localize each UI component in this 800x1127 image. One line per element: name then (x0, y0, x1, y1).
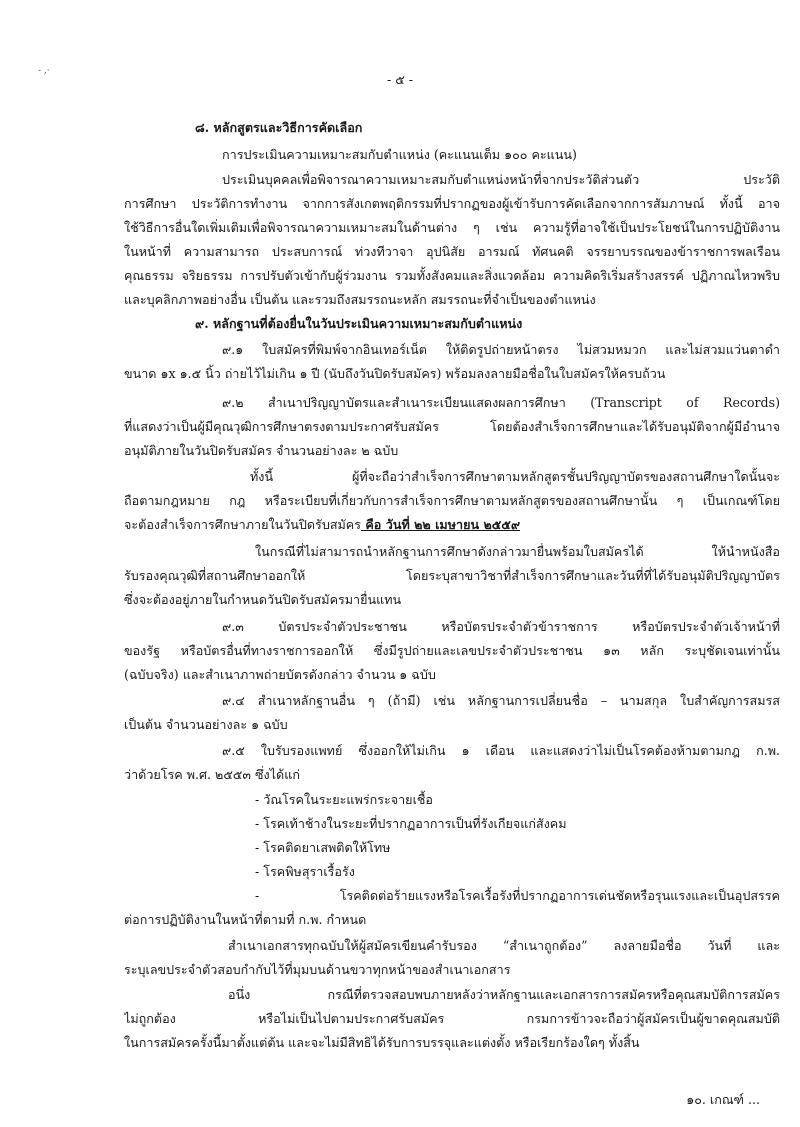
text-line: ๘. หลักสูตรและวิธีการคัดเลือก (195, 120, 363, 135)
text-line: ๙.๓ บัตรประจำตัวประชาชน หรือบัตรประจำตัวข้าราชการ หรือบัตรประจำตัวเจ้าหน้าที่ (222, 619, 780, 634)
text-line: ซึ่งจะต้องอยู่ภายในกำหนดวันปิดรับสมัครมายื่นแทน (124, 592, 402, 607)
margin-marks: - ,· (38, 66, 50, 76)
text-line: - โรคเท้าช้างในระยะที่ปรากฏอาการเป็นที่รังเกียจแก่สังคม (255, 816, 567, 831)
text-line: การศึกษา ประวัติการทำงาน จากการสังเกตพฤติกรรมที่ปรากฏของผู้เข้ารับการคัดเลือกจากการสัมภาษณ์ ทั้งนี้ อาจ (124, 196, 780, 211)
text-line: (ฉบับจริง) และสำเนาภาพถ่ายบัตรดังกล่าว จำนวน ๑ ฉบับ (124, 667, 436, 682)
text-line: ว่าด้วยโรค พ.ศ. ๒๕๕๓ ซึ่งได้แก่ (124, 767, 300, 782)
page-number: - ๕ - (386, 72, 414, 87)
text-line: การประเมินความเหมาะสมกับตำแหน่ง (คะแนนเต็ม ๑๐๐ คะแนน) (222, 147, 577, 162)
text-line: เป็นต้น จำนวนอย่างละ ๑ ฉบับ (124, 717, 288, 732)
text-line: - โรคพิษสุราเรื้อรัง (255, 864, 355, 879)
text-line: ถือตามกฎหมาย กฎ หรือระเบียบที่เกี่ยวกับการสำเร็จการศึกษาตามหลักสูตรของสถานศึกษานั้น ๆ เป็นเกณฑ์โดย (124, 493, 780, 508)
text-line: สำเนาเอกสารทุกฉบับให้ผู้สมัครเขียนคำรับรอง “สำเนาถูกต้อง” ลงลายมือชื่อ วันที่ และ (228, 938, 780, 953)
text-line: จะต้องสำเร็จการศึกษาภายในวันปิดรับสมัคร คือ วันที่ ๒๒ เมษายน ๒๕๕๙ (124, 517, 521, 532)
text-line: ๙.๒ สำเนาปริญญาบัตรและสำเนาระเบียนแสดงผลการศึกษา (Transcript of Records) (222, 395, 780, 410)
text-line: - โรคติดต่อร้ายแรงหรือโรคเรื้อรังที่ปรากฏอาการเด่นชัดหรือรุนแรงและเป็นอุปสรรค (255, 888, 780, 903)
text-line: ๙. หลักฐานที่ต้องยื่นในวันประเมินความเหมาะสมกับตำแหน่ง (195, 316, 523, 331)
text-line: ระบุเลขประจำตัวสอบกำกับไว้ที่มุมบนด้านขวาทุกหน้าของสำเนาเอกสาร (124, 962, 511, 977)
text-line: - โรคติดยาเสพติดให้โทษ (255, 840, 391, 855)
text-line: ขนาด ๑x ๑.๕ นิ้ว ถ่ายไว้ไม่เกิน ๑ ปี (นับถึงวันปิดรับสมัคร) พร้อมลงลายมือชื่อในใบสมัครให้ครบถ้วน (124, 366, 666, 381)
text-line: ใช้วิธีการอื่นใดเพิ่มเติมเพื่อพิจารณาความเหมาะสมในด้านต่าง ๆ เช่น ความรู้ที่อาจใช้เป็นประโยชน์ในการปฏิบัติงาน (124, 220, 780, 235)
text-line: และบุคลิกภาพอย่างอื่น เป็นต้น และรวมถึงสมรรถนะหลัก สมรรถนะที่จำเป็นของตำแหน่ง (124, 292, 596, 307)
deadline-date: คือ วันที่ ๒๒ เมษายน ๒๕๕๙ (361, 517, 521, 532)
text-line: ต่อการปฏิบัติงานในหน้าที่ตามที่ ก.พ. กำหนด (124, 912, 367, 927)
next-page-reference: ๑๐. เกณฑ์ ... (686, 1092, 760, 1107)
text-line: ประเมินบุคคลเพื่อพิจารณาความเหมาะสมกับตำแหน่งหน้าที่จากประวัติส่วนตัว ประวัติ (222, 172, 780, 187)
text-line: ที่แสดงว่าเป็นผู้มีคุณวุฒิการศึกษาตรงตามประกาศรับสมัคร โดยต้องสำเร็จการศึกษาและได้รับอนุมัติจากผู้มีอำนาจ (124, 419, 780, 434)
text-line: ๙.๔ สำเนาหลักฐานอื่น ๆ (ถ้ามี) เช่น หลักฐานการเปลี่ยนชื่อ – นามสกุล ใบสำคัญการสมรส (222, 693, 780, 708)
text-line: ในการสมัครครั้งนี้มาตั้งแต่ต้น และจะไม่มีสิทธิได้รับการบรรจุและแต่งตั้ง หรือเรียกร้องใดๆ ทั้งสิ้น (124, 1035, 640, 1050)
text-line: ของรัฐ หรือบัตรอื่นที่ทางราชการออกให้ ซึ่งมีรูปถ่ายและเลขประจำตัวประชาชน ๑๓ หลัก ระบุชัดเจนเท่านั้น (124, 643, 780, 658)
text-line: อนึ่ง กรณีที่ตรวจสอบพบภายหลังว่าหลักฐานและเอกสารการสมัครหรือคุณสมบัติการสมัคร (228, 987, 780, 1002)
text-line: ๙.๕ ใบรับรองแพทย์ ซึ่งออกให้ไม่เกิน ๑ เดือน และแสดงว่าไม่เป็นโรคต้องห้ามตามกฎ ก.พ. (222, 743, 780, 758)
text-line: - วัณโรคในระยะแพร่กระจายเชื้อ (255, 792, 433, 807)
text-line: ทั้งนี้ ผู้ที่จะถือว่าสำเร็จการศึกษาตามหลักสูตรชั้นปริญญาบัตรของสถานศึกษาใดนั้นจะ (250, 469, 780, 484)
text-line: อนุมัติภายในวันปิดรับสมัคร จำนวนอย่างละ ๒ ฉบับ (124, 443, 399, 458)
text-line: คุณธรรม จริยธรรม การปรับตัวเข้ากับผู้ร่วมงาน รวมทั้งสังคมและสิ่งแวดล้อม ความคิดริเริ่มสร้างสรรค์ ปฏิภาณไหวพริบ (124, 268, 780, 283)
text-line: ๙.๑ ใบสมัครที่พิมพ์จากอินเทอร์เน็ต ให้ติดรูปถ่ายหน้าตรง ไม่สวมหมวก และไม่สวมแว่นตาดำ (222, 342, 780, 357)
text-line: ไม่ถูกต้อง หรือไม่เป็นไปตามประกาศรับสมัคร กรมการข้าวจะถือว่าผู้สมัครเป็นผู้ขาดคุณสมบัติ (124, 1011, 780, 1026)
text-line: ในกรณีที่ไม่สามารถนำหลักฐานการศึกษาดังกล่าวมายื่นพร้อมใบสมัครได้ ให้นำหนังสือ (255, 544, 780, 559)
text-line: รับรองคุณวุฒิที่สถานศึกษาออกให้ โดยระบุสาขาวิชาที่สำเร็จการศึกษาและวันที่ที่ได้รับอนุมัติปริญญาบัตร (124, 568, 780, 583)
text-line: ในหน้าที่ ความสามารถ ประสบการณ์ ท่วงทีวาจา อุปนิสัย อารมณ์ ทัศนคติ จรรยาบรรณของข้าราชการพลเรือน (124, 244, 780, 259)
